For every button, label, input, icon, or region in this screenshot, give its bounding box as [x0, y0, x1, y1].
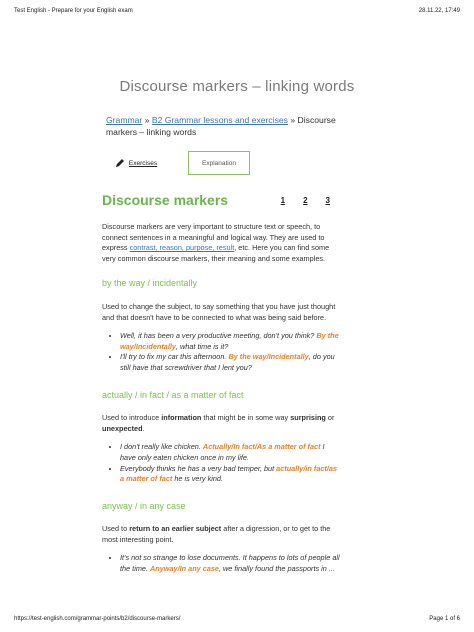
description-text: . [142, 423, 145, 433]
by-the-way-description: Used to change the subject, to say something that you have just thought and that doesn't have to be connected to what was being said before. [102, 301, 336, 322]
by-the-way-examples [102, 331, 342, 373]
tab-exercises-label: Exercises [128, 159, 158, 167]
example-text: I'll try to fix my car this afternoon. [120, 352, 229, 362]
list-item [120, 352, 342, 373]
bold-term: information [161, 413, 202, 423]
example-text: I don't really like chicken. [120, 442, 203, 452]
example-text: It's not so strange to lose documents. It happens to lots of people all the time. [120, 553, 340, 574]
intro-text: , etc. Here you can find some very common discourse markers, their meaning and some examples. [102, 243, 330, 263]
section-header [102, 192, 338, 208]
breadcrumb-b2-link[interactable]: B2 Grammar lessons and exercises [151, 115, 288, 125]
highlight-marker: Anyway/In any case [150, 564, 219, 574]
description-text: that might be in some way [201, 413, 291, 423]
breadcrumb-current: Discourse markers – linking words [106, 115, 336, 137]
page-link-3[interactable]: 3 [325, 195, 330, 205]
intro-paragraph [102, 222, 342, 264]
description-text: or [325, 413, 335, 423]
anyway-examples [102, 553, 342, 574]
page-url: https://test-english.com/grammar-points/b2/discourse-markers/ [14, 616, 181, 622]
intro-text: Discourse markers are very important to structure text or speech, to connect sentences in a meaningful and logical way. They are used to express [102, 222, 325, 253]
print-header [14, 8, 460, 14]
page-number: Page 1 of 6 [429, 616, 460, 622]
pagination [281, 196, 330, 205]
highlight-marker: actually/in fact/as a matter of fact [120, 463, 338, 484]
page-link-1[interactable]: 1 [280, 195, 286, 205]
list-item [120, 553, 342, 574]
description-text: Used to [102, 524, 130, 534]
example-text: , do you still have that screwdriver that I lent you? [120, 352, 335, 372]
highlight-marker: By the way/Incidentally [120, 331, 339, 351]
bold-term: surprising [290, 413, 326, 423]
list-item [120, 331, 342, 352]
highlight-marker: Actually/In fact/As a matter of fact [202, 442, 321, 452]
tab-exercises[interactable] [106, 154, 166, 172]
page-link-2[interactable]: 2 [303, 195, 308, 205]
example-text: he is very kind. [172, 474, 224, 484]
breadcrumb-separator: » [287, 115, 298, 125]
pencil-icon [115, 158, 125, 168]
print-footer [14, 616, 460, 622]
highlight-marker: By the way/Incidentally [228, 352, 309, 362]
example-text: I have only eaten chicken once in my life. [120, 442, 325, 462]
list-item [120, 442, 342, 463]
tab-explanation[interactable] [188, 151, 250, 175]
print-header-title: Test English - Prepare for your English exam [14, 8, 133, 14]
bold-term: return to an earlier subject [129, 524, 222, 534]
actually-description [102, 413, 342, 434]
article-content [102, 222, 342, 575]
description-text: after a digression, or to get to the most interesting point. [102, 524, 331, 544]
functions-link[interactable]: contrast, reason, purpose, result [129, 243, 235, 253]
description-text: Used to introduce [102, 413, 162, 423]
tab-explanation-label: Explanation [202, 159, 236, 167]
example-text: , we finally found the passports in ... [218, 564, 335, 574]
actually-examples [102, 442, 342, 484]
breadcrumb [106, 114, 336, 138]
heading-by-the-way: by the way / incidentally [102, 278, 198, 289]
tab-bar [106, 151, 250, 175]
example-text: , what time is it? [175, 341, 229, 351]
print-header-date: 28.11.22, 17:49 [418, 8, 460, 14]
breadcrumb-grammar-link[interactable]: Grammar [106, 115, 143, 125]
heading-anyway: anyway / in any case [102, 500, 186, 511]
section-title: Discourse markers [102, 192, 229, 208]
anyway-description [102, 524, 342, 545]
breadcrumb-separator: » [142, 115, 152, 125]
example-text: Everybody thinks he has a very bad temper, but [120, 463, 277, 473]
example-text: Well, it has been a very productive meeting, don't you think? [120, 331, 317, 341]
heading-actually: actually / in fact / as a matter of fact [102, 389, 244, 400]
list-item [120, 464, 342, 485]
page-title: Discourse markers – linking words [119, 78, 355, 95]
bold-term: unexpected [102, 423, 143, 433]
